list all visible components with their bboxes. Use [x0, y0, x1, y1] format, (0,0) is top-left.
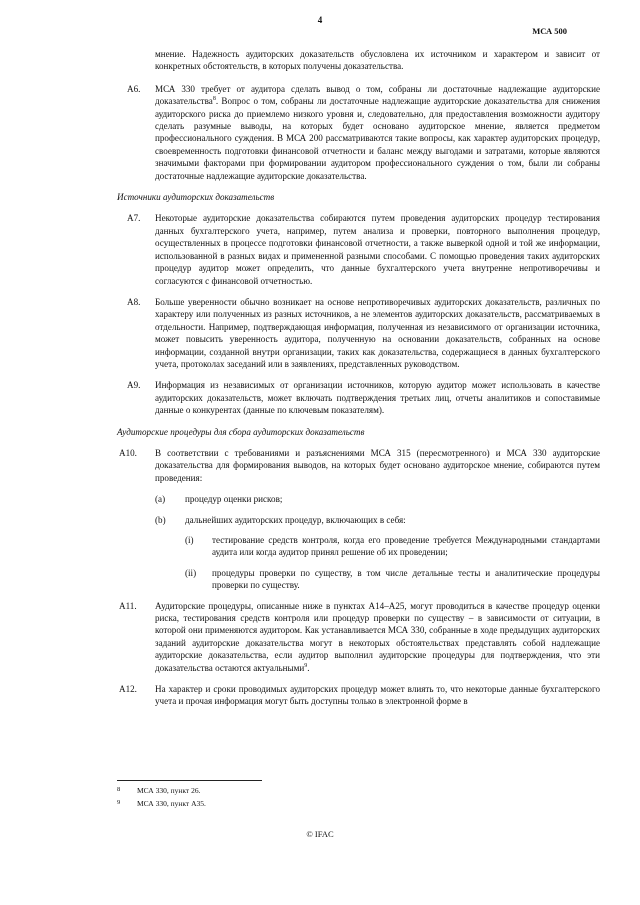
paragraph-a6: A6. МСА 330 требует от аудитора сделать вывод о том, собраны ли достаточные надлежащие аудиторские доказательства$^8$. Вопрос о том, собраны ли достаточные надлежащие аудиторские доказательства для снижения аудиторского риска до приемлемо низкого уровня и, следовательно, для предоставления возможности аудитору сделать разумные выводы, на которых будет основано аудиторское мнение, является предметом профессионального суждения. В МСА 200 рассматриваются такие вопросы, как характер аудиторских процедур, своевременность подготовки финансовой отчетности и баланс между выгодами и затратами, которые являются значимыми факторами при формировании аудитором профессионального суждения о том, были ли собраны достаточные надлежащие аудиторские доказательства. [127, 83, 600, 181]
footnote: 8 МСА 330, пункт 26. [117, 786, 201, 795]
list-item: (a) процедур оценки рисков; [155, 494, 283, 505]
paragraph-a7: A7. Некоторые аудиторские доказательства собираются путем проведения аудиторских процедур тестирования данных бухгалтерского учета, например, путем анализа и проверки, повторного выполнения процедур, осуществленных в процессе подготовки финансовой отчетности, а также выверкой одной и той же информации, использованной в разных видах и примененной разными способами. С помощью проведения таких аудиторских процедур аудитор может определить, что данные бухгалтерского учета внутренне непротиворечивы и согласуются с финансовой отчетностью. [127, 213, 600, 286]
paragraph-a8: A8. Больше уверенности обычно возникает на основе непротиворечивых аудиторских доказательств, различных по характеру или полученных из разных источников, а не элементов аудиторских доказательств, рассматриваемых в отдельности. Например, подтверждающая информация, полученная из независимого от организации источника, может повысить уверенность аудитора, полученную на основании доказательств, собранных на основе информации, созданной внутри организации, таких как доказательства, содержащиеся в данных бухгалтерского учета, протоколах заседаний или в заявлениях, представленных руководством. [127, 296, 600, 369]
sub-list-item: (ii) процедуры проверки по существу, в том числе детальные тесты и аналитические процедуры проверки по существу. [185, 567, 600, 591]
list-label: (a) [155, 494, 166, 505]
footnote: 9 МСА 330, пункт A35. [117, 799, 206, 808]
footnote-number: 8 [117, 786, 121, 793]
paragraph-number: A12. [119, 684, 137, 695]
section-heading: Аудиторские процедуры для сбора аудиторских доказательств [117, 426, 365, 437]
paragraph-number: A9. [127, 380, 141, 391]
paragraph-number: A7. [127, 213, 141, 224]
sub-list-item: (i) тестирование средств контроля, когда его проведение требуется Международными стандартами аудита или когда аудитор принял решение об их проведении; [185, 535, 600, 558]
page-number: 4 [317, 15, 323, 25]
paragraph-a10: A10. В соответствии с требованиями и разъяснениями МСА 315 (пересмотренного) и МСА 330 аудиторские доказательства для формирования выводов, на которых будет основано аудиторское мнение, собираются путем проведения: [119, 447, 600, 483]
footnote-divider [117, 780, 262, 781]
footnote-ref[interactable]: 9 [304, 662, 308, 669]
continuation-text: мнение. Надежность аудиторских доказательств обусловлена их источником и характером и зависит от конкретных обстоятельств, в которых получены доказательства. [155, 49, 600, 72]
copyright-footer: © IFAC [306, 829, 334, 839]
paragraph-number: A11. [119, 600, 137, 611]
paragraph-number: A6. [127, 83, 141, 94]
footnote-number: 9 [117, 799, 121, 806]
paragraph-a9: A9. Информация из независимых от организации источников, которую аудитор может использовать в качестве аудиторских доказательств, может включать подтверждения третьих лиц, отчеты аналитиков и сопоставимые данные о конкурентах (данные по ключевым показателям). [127, 380, 600, 416]
paragraph-a12: A12. На характер и сроки проводимых аудиторских процедур может влиять то, что некоторые данные бухгалтерского учета и прочая информация могут быть доступны только в электронной форме в [119, 684, 600, 707]
paragraph-a11: A11. Аудиторские процедуры, описанные ниже в пунктах A14–A25, могут проводиться в качестве процедур оценки риска, тестирования средств контроля или процедур проверки по существу – в зависимости от ситуации, в которой они применяются аудитором. Как устанавливается МСА 330, собранные в ходе предыдущих аудиторских заданий аудиторские доказательства могут в некоторых обстоятельствах представлять собой надлежащие аудиторские доказательства, если аудитор выполнил аудиторские процедуры для подтверждения, что эти доказательства остаются актуальными$^9$. [119, 600, 600, 673]
list-label: (i) [185, 535, 194, 545]
document-body [117, 48, 600, 717]
list-item: (b) дальнейших аудиторских процедур, включающих в себя: [155, 514, 406, 525]
standard-code: МСА 500 [532, 26, 567, 36]
section-heading: Источники аудиторских доказательств [117, 192, 275, 203]
paragraph-number: A8. [127, 296, 141, 307]
paragraph-number: A10. [119, 447, 137, 458]
list-label: (ii) [185, 567, 197, 578]
footnote-ref[interactable]: 8 [212, 96, 216, 103]
list-label: (b) [155, 514, 166, 525]
